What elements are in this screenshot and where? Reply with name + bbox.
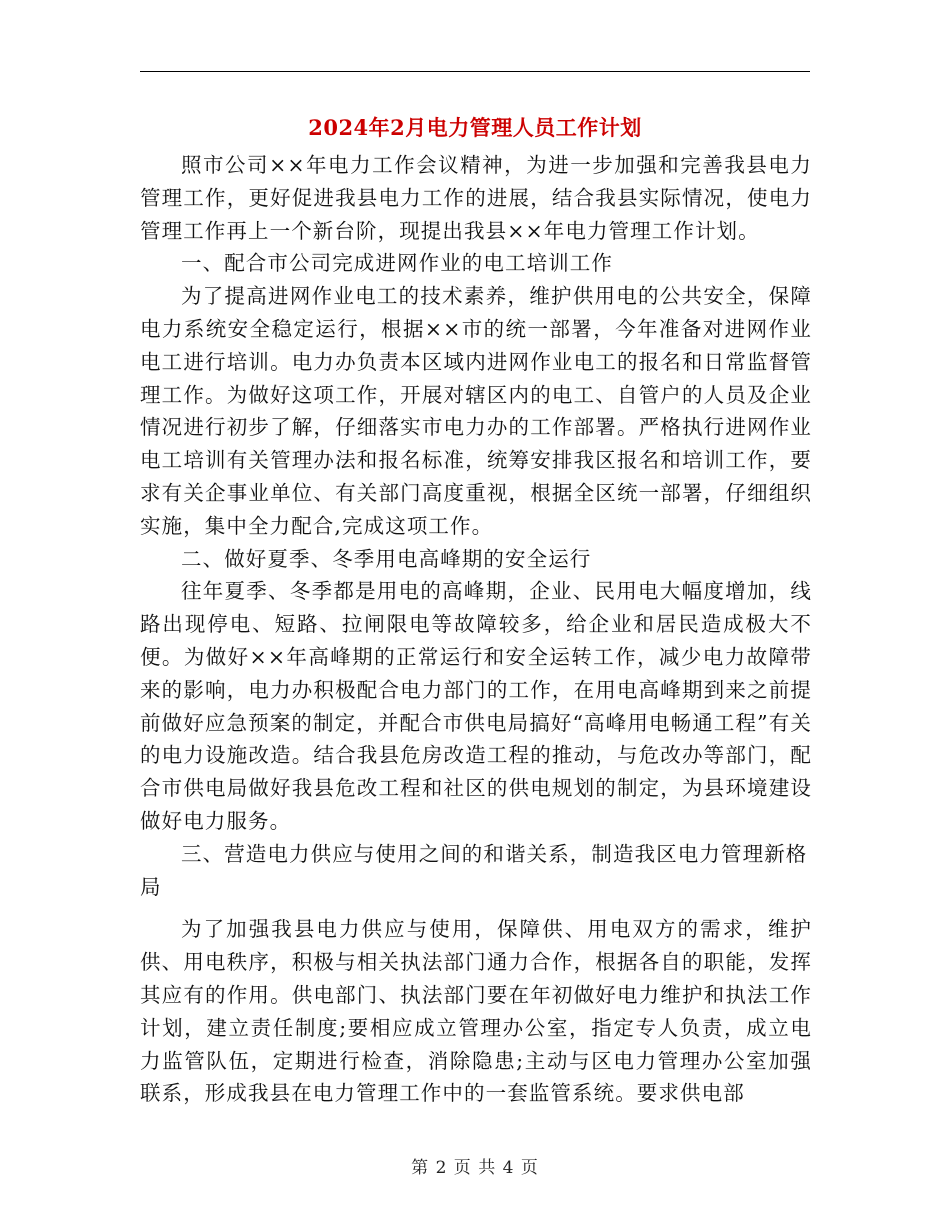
intro-paragraph: 照市公司××年电力工作会议精神，为进一步加强和完善我县电力管理工作，更好促进我县电力工作的进展，结合我县实际情况，使电力管理工作再上一个新台阶，现提出我县××年电力管理工作计划。: [140, 153, 812, 243]
document-body: [140, 149, 812, 1110]
section-3-heading: 三、营造电力供应与使用之间的和谐关系，制造我区电力管理新格局: [140, 841, 808, 899]
section-3-body: 为了加强我县电力供应与使用，保障供、用电双方的需求，维护供、用电秩序，积极与相关执法部门通力合作，根据各自的职能，发挥其应有的作用。供电部门、执法部门要在年初做好电力维护和执法工作计划，建立责任制度;要相应成立管理办公室，指定专人负责，成立电力监管队伍，定期进行检查，消除隐患;主动与区电力管理办公室加强联系，形成我县在电力管理工作中的一套监管系统。要求供电部: [140, 917, 812, 1106]
section-1-body: 为了提高进网作业电工的技术素养，维护供用电的公共安全，保障电力系统安全稳定运行，根据××市的统一部署，今年准备对进网作业电工进行培训。电力办负责本区域内进网作业电工的报名和日常监督管理工作。为做好这项工作，开展对辖区内的电工、自管户的人员及企业情况进行初步了解，仔细落实市电力办的工作部署。严格执行进网作业电工培训有关管理办法和报名标准，统筹安排我区报名和培训工作，要求有关企事业单位、有关部门高度重视，根据全区统一部署，仔细组织实施，集中全力配合,完成这项工作。: [140, 284, 812, 538]
document-title: 2024年2月电力管理人员工作计划: [308, 115, 642, 140]
header-rule: [140, 71, 810, 72]
page-number-footer: 第 2 页 共 4 页: [411, 1158, 539, 1178]
section-1-heading: 一、配合市公司完成进网作业的电工培训工作: [181, 251, 613, 276]
section-2-body: 往年夏季、冬季都是用电的高峰期，企业、民用电大幅度增加，线路出现停电、短路、拉闸限电等故障较多，给企业和居民造成极大不便。为做好××年高峰期的正常运行和安全运转工作，减少电力故障带来的影响，电力办积极配合电力部门的工作，在用电高峰期到来之前提前做好应急预案的制定，并配合市供电局搞好“高峰用电畅通工程”有关的电力设施改造。结合我县危房改造工程的推动，与危改办等部门，配合市供电局做好我县危改工程和社区的供电规划的制定，为县环境建设做好电力服务。: [140, 579, 812, 833]
section-2-heading: 二、做好夏季、冬季用电高峰期的安全运行: [181, 546, 592, 571]
